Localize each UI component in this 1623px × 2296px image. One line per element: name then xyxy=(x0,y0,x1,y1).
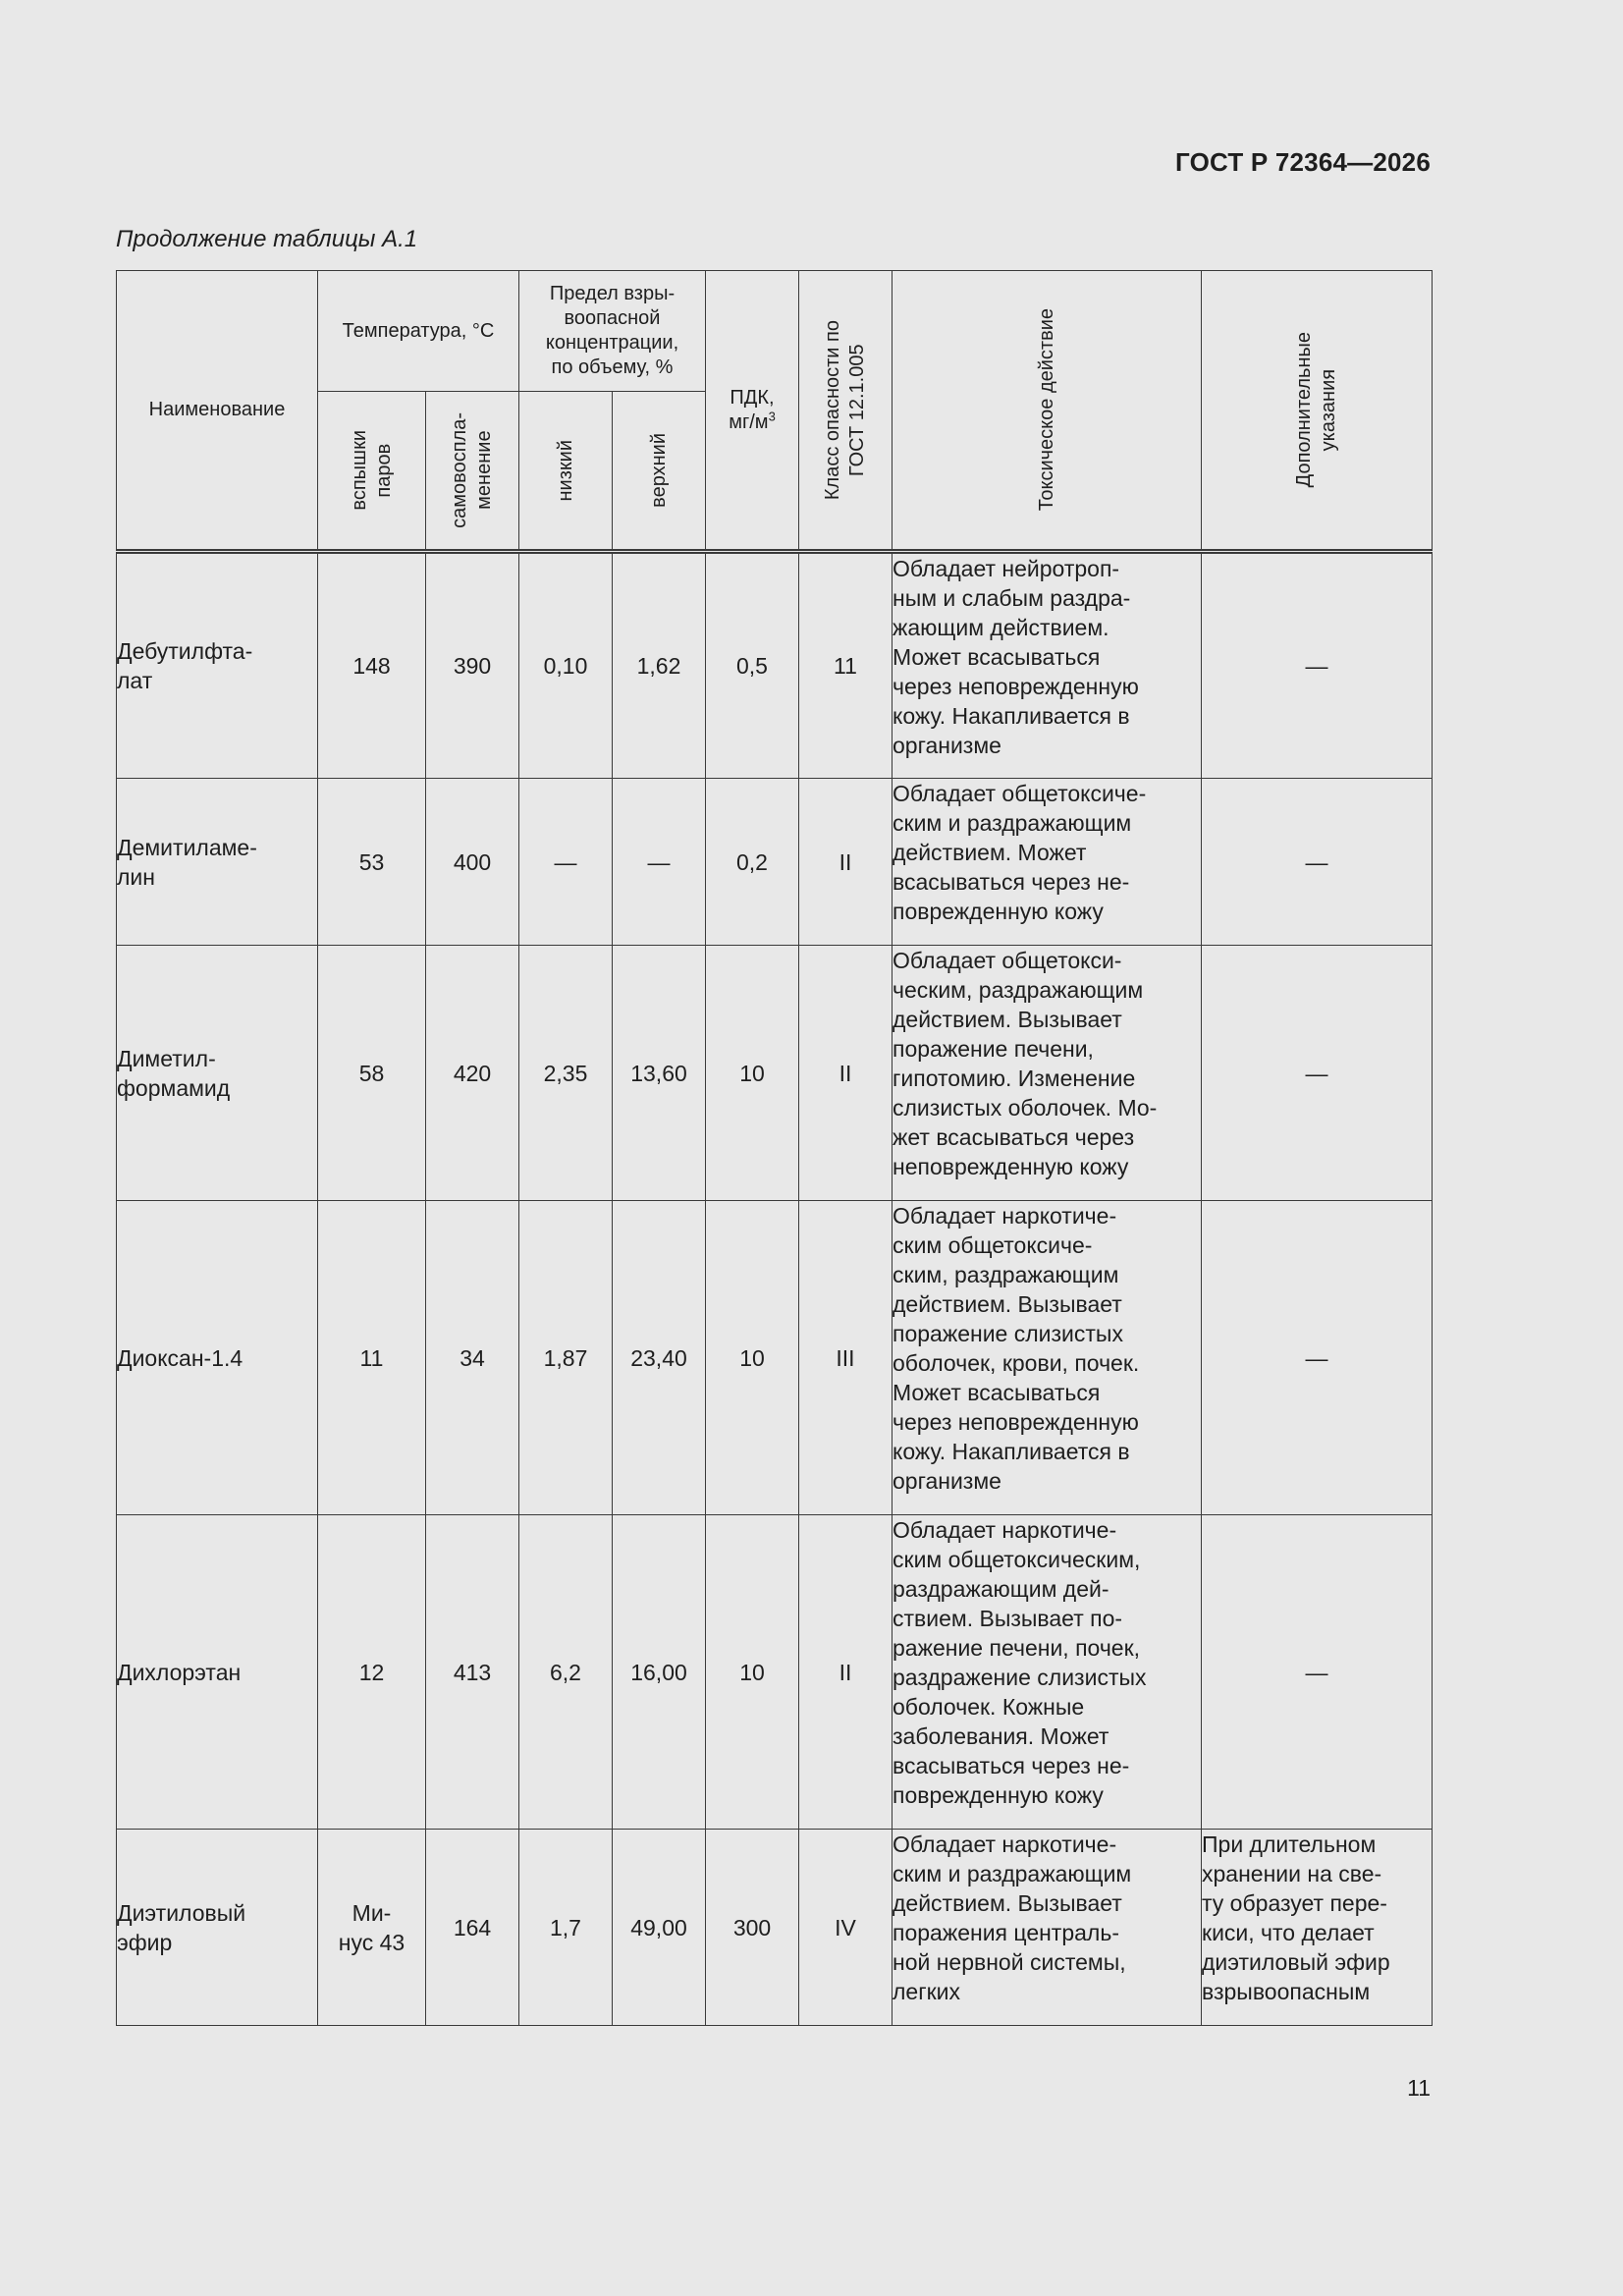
cell-class: II xyxy=(799,946,893,1201)
cell-note: — xyxy=(1202,779,1433,946)
cell-toxic: Обладает наркотиче- ским общетоксическим, раздражающим дей- ствием. Вызывает по- ражение печени, почек, раздражение слизистых оболочек. Кожные заболевания. Может всасываться через не- поврежденную кожу xyxy=(893,1515,1202,1830)
cell-note: — xyxy=(1202,1515,1433,1830)
header-pdk: ПДК, $мг/м^3$ xyxy=(706,271,799,552)
cell-name: Диэтиловый эфир xyxy=(117,1830,318,2026)
cell-limit-low: 1,7 xyxy=(519,1830,613,2026)
cell-toxic: Обладает общетоксиче- ским и раздражающим действием. Может всасываться через не- поврежденную кожу xyxy=(893,779,1202,946)
header-hazard-class: Класс опасности по ГОСТ 12.1.005 xyxy=(799,271,893,552)
cell-class: II xyxy=(799,1515,893,1830)
cell-flash: 11 xyxy=(318,1201,426,1515)
cell-toxic: Обладает общетокси- ческим, раздражающим действием. Вызывает поражение печени, гипотомию. Изменение слизистых оболочек. Мо- жет всасываться через неповрежденную кожу xyxy=(893,946,1202,1201)
cell-note: При длительном хранении на све- ту образует пере- киси, что делает диэтиловый эфир взрывоопасным xyxy=(1202,1830,1433,2026)
cell-autoignition: 34 xyxy=(426,1201,519,1515)
table-row xyxy=(117,946,1433,1201)
header-toxic-effect: Токсическое действие xyxy=(893,271,1202,552)
cell-name: Демитиламе- лин xyxy=(117,779,318,946)
cell-toxic: Обладает наркотиче- ским общетоксиче- ским, раздражающим действием. Вызывает поражение слизистых оболочек, крови, почек. Может всасываться через неповрежденную кожу. Накапливается в организме xyxy=(893,1201,1202,1515)
cell-limit-high: 16,00 xyxy=(613,1515,706,1830)
header-limit-high: верхний xyxy=(613,392,706,552)
cell-class: IV xyxy=(799,1830,893,2026)
cell-class: II xyxy=(799,779,893,946)
table-row xyxy=(117,552,1433,779)
page-number: 11 xyxy=(1407,2075,1431,2101)
header-temp-autoignition: самовоспла- менение xyxy=(426,392,519,552)
cell-limit-low: 1,87 xyxy=(519,1201,613,1515)
cell-flash: 148 xyxy=(318,552,426,779)
cell-pdk: 10 xyxy=(706,1201,799,1515)
cell-limit-high: 23,40 xyxy=(613,1201,706,1515)
header-name: Наименование xyxy=(117,271,318,552)
cell-limit-low: 0,10 xyxy=(519,552,613,779)
cell-toxic: Обладает наркотиче- ским и раздражающим действием. Вызывает поражения централь- ной нервной системы, легких xyxy=(893,1830,1202,2026)
cell-class: III xyxy=(799,1201,893,1515)
cell-limit-high: — xyxy=(613,779,706,946)
table-row xyxy=(117,1201,1433,1515)
cell-flash: 53 xyxy=(318,779,426,946)
cell-name: Дебутилфта- лат xyxy=(117,552,318,779)
cell-limit-high: 49,00 xyxy=(613,1830,706,2026)
cell-flash: 58 xyxy=(318,946,426,1201)
cell-autoignition: 400 xyxy=(426,779,519,946)
cell-pdk: 10 xyxy=(706,946,799,1201)
cell-flash: Ми- нус 43 xyxy=(318,1830,426,2026)
cell-note: — xyxy=(1202,552,1433,779)
cell-pdk: 10 xyxy=(706,1515,799,1830)
cell-note: — xyxy=(1202,1201,1433,1515)
cell-class: 11 xyxy=(799,552,893,779)
cell-limit-low: 2,35 xyxy=(519,946,613,1201)
table-row xyxy=(117,1515,1433,1830)
document-code: ГОСТ Р 72364—2026 xyxy=(1175,147,1431,177)
table-row xyxy=(117,1830,1433,2026)
cell-name: Диоксан-1.4 xyxy=(117,1201,318,1515)
cell-note: — xyxy=(1202,946,1433,1201)
cell-autoignition: 413 xyxy=(426,1515,519,1830)
cell-pdk: 0,5 xyxy=(706,552,799,779)
header-limit-low: низкий xyxy=(519,392,613,552)
cell-limit-high: 1,62 xyxy=(613,552,706,779)
header-explosive-limit: Предел взры- воопасной концентрации, по объему, % xyxy=(519,271,706,392)
cell-autoignition: 164 xyxy=(426,1830,519,2026)
substances-table xyxy=(116,270,1433,2026)
table-caption: Продолжение таблицы А.1 xyxy=(116,226,418,252)
cell-toxic: Обладает нейротроп- ным и слабым раздра- жающим действием. Может всасываться через неповрежденную кожу. Накапливается в организме xyxy=(893,552,1202,779)
cell-flash: 12 xyxy=(318,1515,426,1830)
cell-name: Дихлорэтан xyxy=(117,1515,318,1830)
cell-limit-low: — xyxy=(519,779,613,946)
cell-name: Диметил- формамид xyxy=(117,946,318,1201)
cell-limit-high: 13,60 xyxy=(613,946,706,1201)
table-row xyxy=(117,779,1433,946)
header-additional: Дополнительные указания xyxy=(1202,271,1433,552)
cell-limit-low: 6,2 xyxy=(519,1515,613,1830)
cell-autoignition: 390 xyxy=(426,552,519,779)
header-temp-flash: вспышки паров xyxy=(318,392,426,552)
cell-pdk: 0,2 xyxy=(706,779,799,946)
cell-autoignition: 420 xyxy=(426,946,519,1201)
header-temperature: Температура, °С xyxy=(318,271,519,392)
cell-pdk: 300 xyxy=(706,1830,799,2026)
